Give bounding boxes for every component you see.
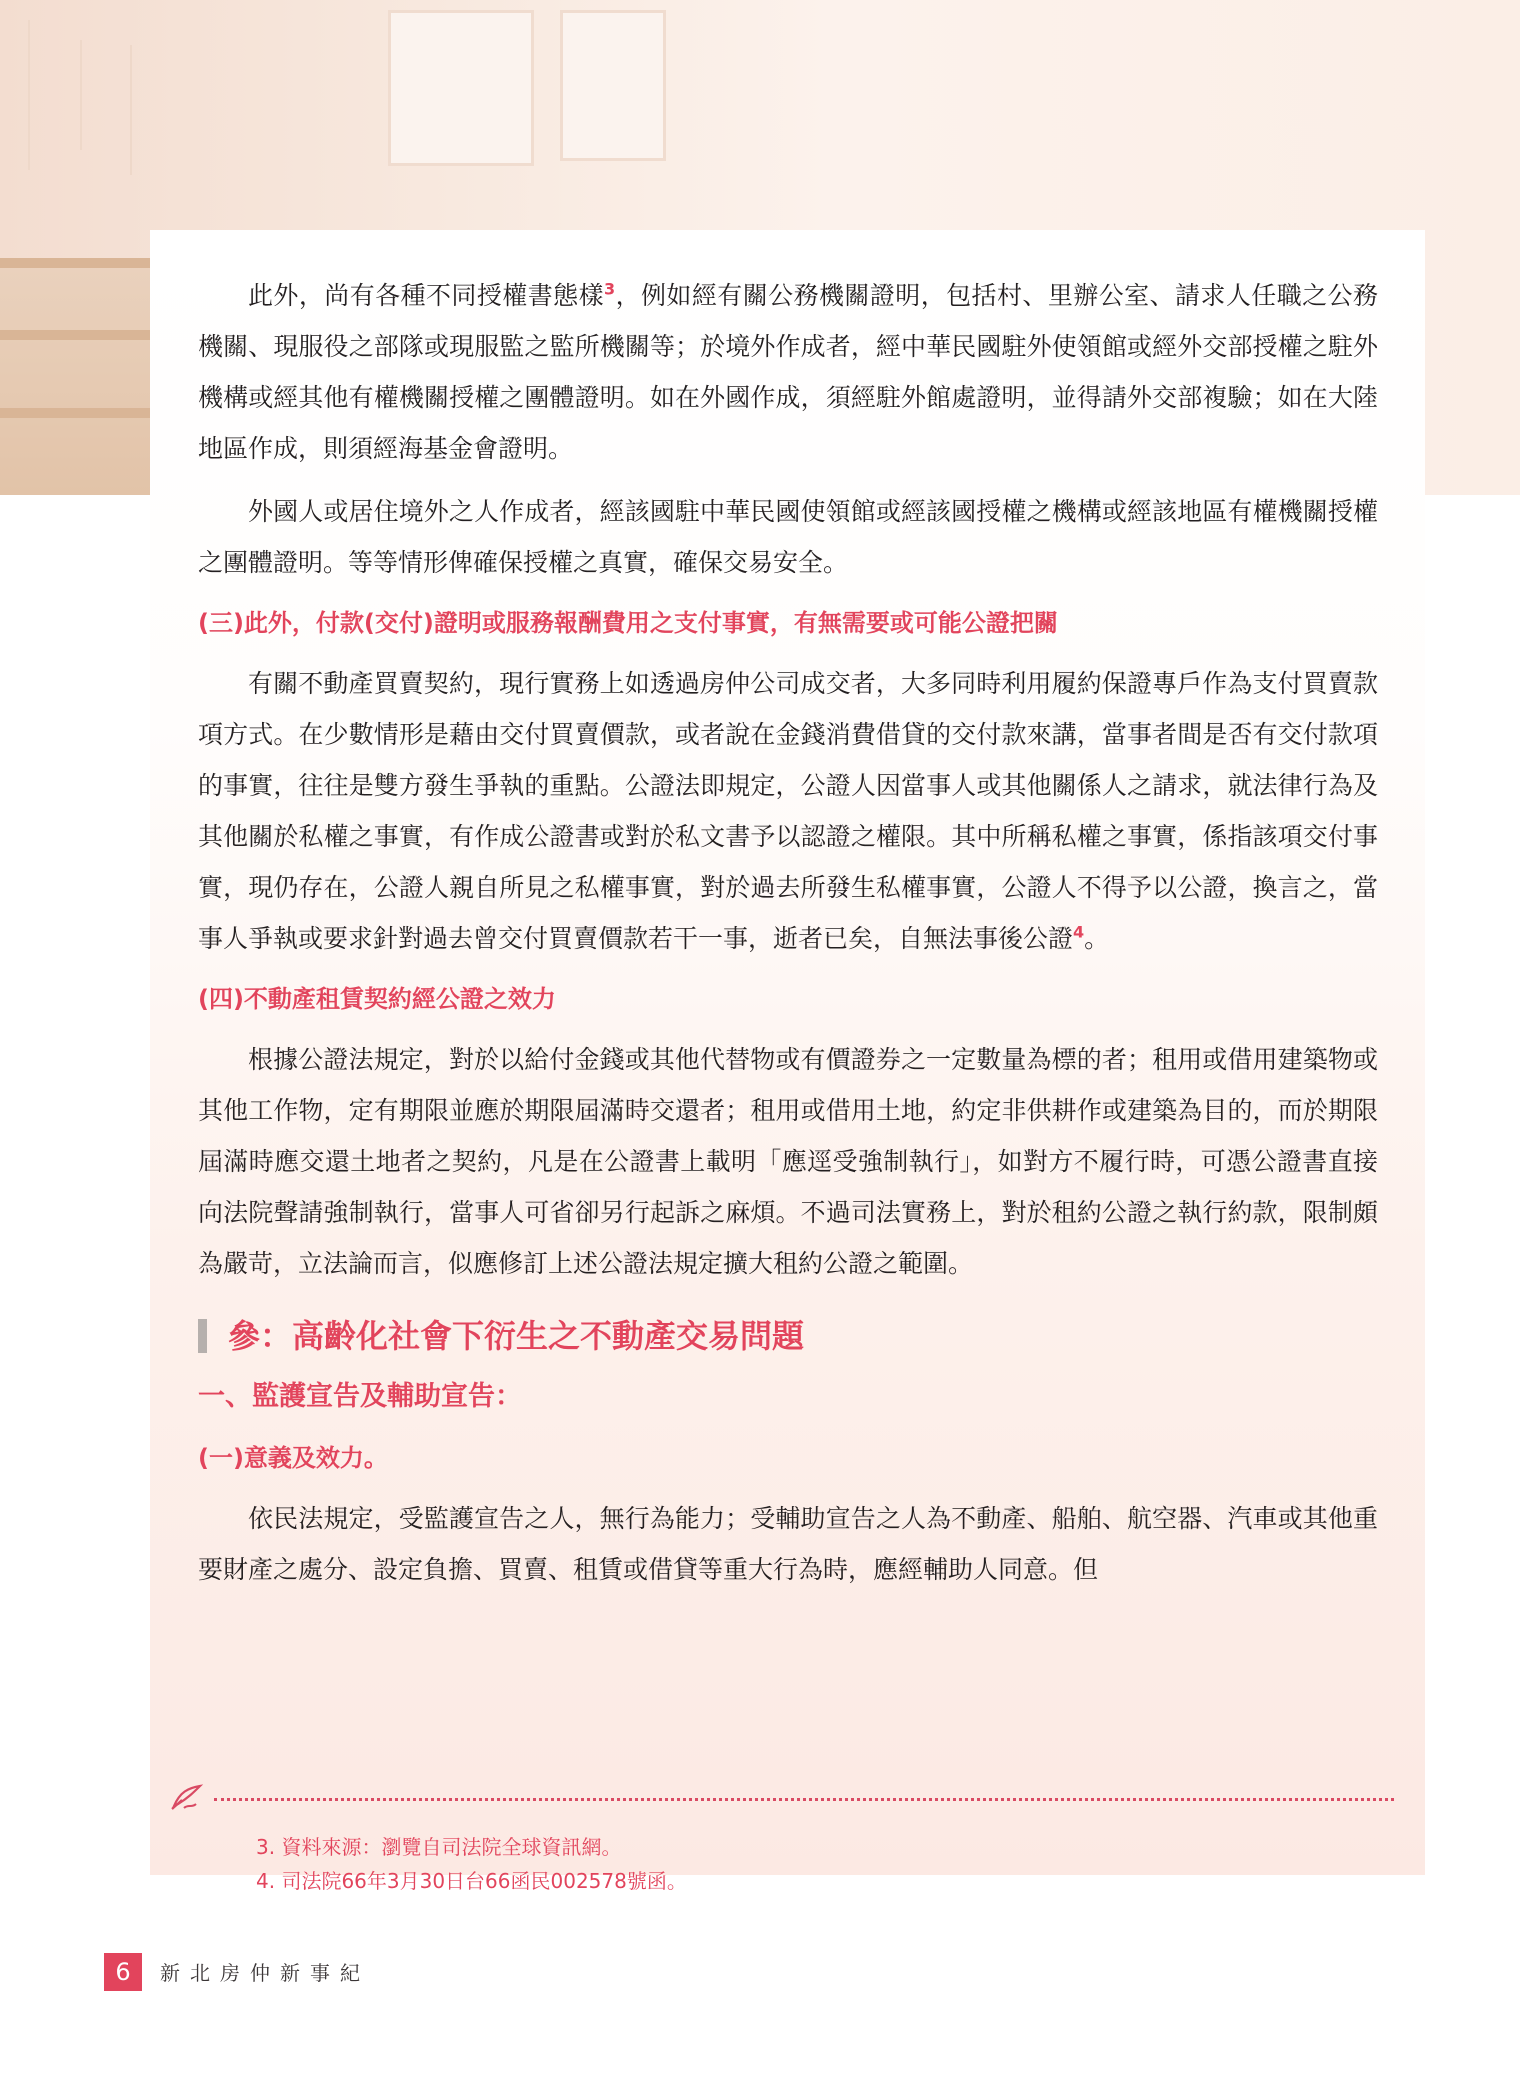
paragraph-lease: 根據公證法規定，對於以給付金錢或其他代替物或有價證券之一定數量為標的者；租用或借用建築物或其他工作物，定有期限並應於期限屆滿時交還者；租用或借用土地，約定非供耕作或建築為目的，而於期限屆滿時應交還土地者之契約，凡是在公證書上載明「應逕受強制執行」，如對方不履行時，可憑公證書直接向法院聲請強制執行，當事人可省卻另行起訴之麻煩。不過司法實務上，對於租約公證之執行約款，限制頗為嚴苛，立法論而言，似應修訂上述公證法規定擴大租約公證之範圍。 [198, 1045, 1378, 1278]
footnote-ref-4[interactable]: 4 [1073, 922, 1085, 942]
section-title: 參：高齡化社會下衍生之不動產交易問題 [198, 1307, 1378, 1365]
heading-payment-proof: (三)此外，付款(交付)證明或服務報酬費用之支付事實，有無需要或可能公證把關 [198, 609, 1058, 637]
background-shelf [0, 258, 155, 495]
decor-stroke [130, 45, 132, 175]
decor-stroke [80, 40, 82, 150]
wall-frame [560, 10, 666, 161]
page-number: 6 [104, 1953, 142, 1991]
dotted-rule [214, 1798, 1394, 1801]
paragraph-authorization: 此外，尚有各種不同授權書態樣$^3$，例如經有關公務機關證明，包括村、里辦公室、請求人任職之公務機關、現服役之部隊或現服監之監所機關等；於境外作成者，經中華民國駐外使領館或經外交部授權之駐外機構或經其他有權機關授權之團體證明。如在外國作成，須經駐外館處證明，並得請外交部複驗；如在大陸地區作成，則須經海基金會證明。 [198, 279, 1378, 463]
article-body [198, 270, 1378, 1607]
footnote-divider [170, 1782, 1400, 1812]
paragraph-guardianship: 依民法規定，受監護宣告之人，無行為能力；受輔助宣告之人為不動產、船舶、航空器、汽車或其他重要財產之處分、設定負擔、買賣、租賃或借貸等重大行為時，應經輔助人同意。但 [198, 1504, 1378, 1584]
heading-meaning-effect: (一)意義及效力。 [198, 1444, 388, 1472]
heading-guardianship: 一、監護宣告及輔助宣告： [198, 1381, 522, 1412]
section-bar [198, 1319, 207, 1353]
footnote-4: 4. 司法院66年3月30日台66函民002578號函。 [256, 1869, 687, 1893]
decor-stroke [28, 20, 30, 170]
footnotes [256, 1830, 1356, 1898]
paragraph-foreigners: 外國人或居住境外之人作成者，經該國駐中華民國使領館或經該國授權之機構或經該地區有權機關授權之團體證明。等等情形俾確保授權之真實，確保交易安全。 [198, 497, 1378, 577]
magazine-title: 新北房仲新事紀 [160, 1961, 370, 1985]
wall-frame [388, 10, 534, 166]
article-panel [150, 230, 1425, 1893]
footnote-ref-3[interactable]: 3 [604, 279, 616, 299]
paragraph-payment: 有關不動產買賣契約，現行實務上如透過房仲公司成交者，大多同時利用履約保證專戶作為支付買賣款項方式。在少數情形是藉由交付買賣價款，或者說在金錢消費借貸的交付款來講，當事者間是否有交付款項的事實，往往是雙方發生爭執的重點。公證法即規定，公證人因當事人或其他關係人之請求，就法律行為及其他關於私權之事實，有作成公證書或對於私文書予以認證之權限。其中所稱私權之事實，係指該項交付事實，現仍存在，公證人親自所見之私權事實，對於過去所發生私權事實，公證人不得予以公證，換言之，當事人爭執或要求針對過去曾交付買賣價款若干一事，逝者已矣，自無法事後公證$^4$。 [198, 669, 1378, 953]
pen-icon [170, 1782, 204, 1812]
footnote-3: 3. 資料來源：瀏覽自司法院全球資訊網。 [256, 1835, 622, 1859]
heading-lease-notarization: (四)不動產租賃契約經公證之效力 [198, 985, 556, 1013]
